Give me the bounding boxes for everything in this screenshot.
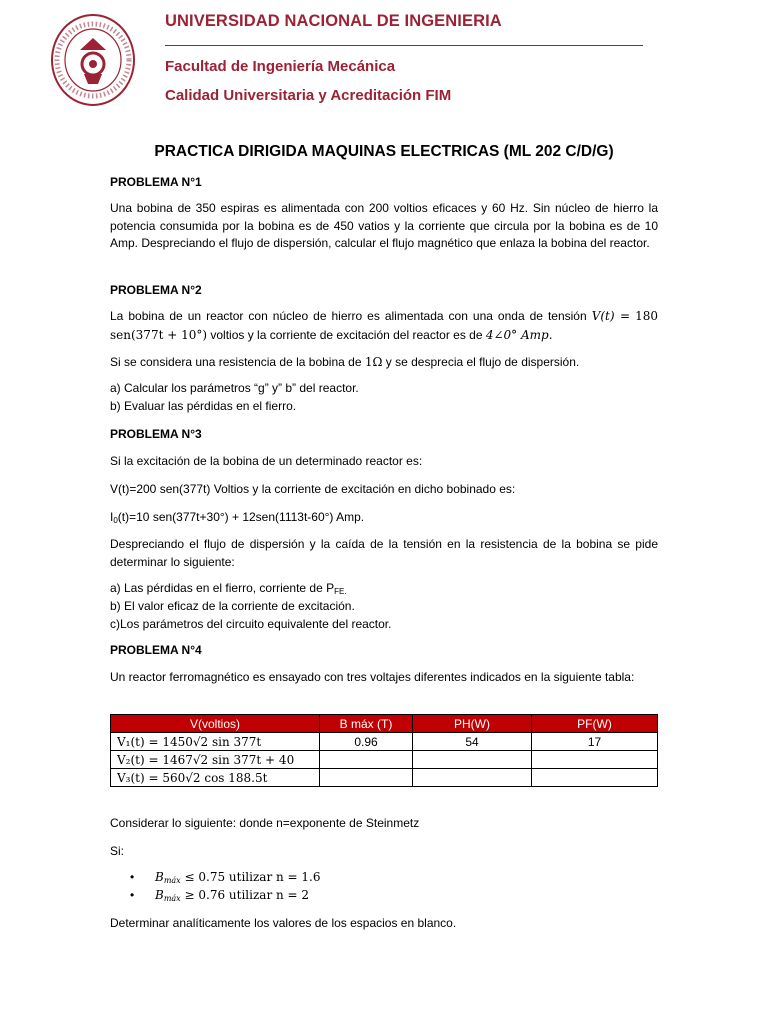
problem-3-text: Despreciando el flujo de dispersión y la caída de la tensión en la resistencia de la bobina se pide determinar lo siguiente:: [110, 537, 658, 569]
si-label: Si:: [110, 844, 125, 858]
problem-2-text-b: voltios y la corriente de excitación del reactor es de: [210, 328, 483, 342]
bullet-item: [130, 870, 321, 884]
problem-2-text-c: Si se considera una resistencia de la bobina de: [110, 355, 362, 369]
problem-3-voltage: V(t)=200 sen(377t) Voltios y la corriente de excitación en dicho bobinado es:: [110, 482, 516, 496]
problem-3-current-sub: 0: [113, 516, 118, 525]
problem-3-item-b: b) El valor eficaz de la corriente de excitación.: [110, 599, 355, 613]
header-divider: [165, 45, 643, 46]
bullet-1-rest: ≤ 0.75 utilizar n = 1.6: [180, 870, 321, 884]
table-cell: [413, 751, 532, 769]
problem-3-heading: PROBLEMA N°3: [110, 427, 202, 441]
problem-4-heading: PROBLEMA N°4: [110, 643, 202, 657]
problem-2-text-a: La bobina de un reactor con núcleo de hierro es alimentada con una onda de tensión: [110, 309, 587, 323]
problem-3-item-a: [110, 580, 658, 598]
problem-2-item-a: a) Calcular los parámetros “g” y” b” del reactor.: [110, 381, 359, 395]
table-cell: V₃(t) = 560√2 cos 188.5t: [111, 769, 320, 787]
table-cell: V₂(t) = 1467√2 sin 377t + 40: [111, 751, 320, 769]
bullet-1-sub: máx: [163, 876, 181, 885]
steinmetz-note: Considerar lo siguiente: donde n=exponente de Steinmetz: [110, 816, 420, 830]
problem-1-text: Una bobina de 350 espiras es alimentada con 200 voltios eficaces y 60 Hz. Sin núcleo de hierro la potencia consumida por la bobina es de 450 vatios y la corriente que circula por la bobina es de 10 Amp. Despreciando el flujo de dispersión, calcular el flujo magnético que enlaza la bobina del reactor.: [110, 201, 658, 250]
problem-3-item-c: c)Los parámetros del circuito equivalente del reactor.: [110, 617, 392, 631]
problem-2-eq-i: 4∠0° Amp.: [485, 328, 553, 342]
bullet-2-rest: ≥ 0.76 utilizar n = 2: [180, 888, 310, 902]
table-cell: [413, 769, 532, 787]
table-header: PH(W): [413, 715, 532, 733]
table-row: [111, 733, 658, 751]
table-row: [111, 751, 658, 769]
problem-2-eq-v: V(t) =: [591, 309, 631, 323]
table-cell: V₁(t) = 1450√2 sin 377t: [111, 733, 320, 751]
problem-2-item-b: b) Evaluar las pérdidas en el fierro.: [110, 399, 297, 413]
table-header: PF(W): [532, 715, 658, 733]
bullet-1-b: B: [155, 870, 164, 884]
table-cell: 0.96: [320, 733, 413, 751]
problem-3-current-rest: (t)=10 sen(377t+30°) + 12sen(1113t-60°) Amp.: [117, 510, 365, 524]
problem-3-current-prefix: I: [110, 510, 114, 524]
bullet-icon: •: [130, 888, 135, 902]
document-title: PRACTICA DIRIGIDA MAQUINAS ELECTRICAS (ML 202 C/D/G): [154, 143, 614, 160]
table-cell: [532, 751, 658, 769]
problem-3-current: [110, 509, 658, 527]
problem-2-text-d: y se desprecia el flujo de dispersión.: [385, 355, 580, 369]
problem-2-eq-r: 1Ω: [364, 355, 383, 369]
problem-3-item-a-sub: FE.: [334, 587, 347, 596]
table-cell: [320, 751, 413, 769]
university-seal-logo: [50, 12, 136, 108]
quality-accreditation: Calidad Universitaria y Acreditación FIM: [165, 87, 452, 104]
faculty-name: Facultad de Ingeniería Mecánica: [165, 58, 396, 75]
bullet-icon: •: [130, 870, 135, 884]
table-header: V(voltios): [111, 715, 320, 733]
table-header-row: [111, 715, 658, 733]
final-instruction: Determinar analíticamente los valores de los espacios en blanco.: [110, 916, 457, 930]
problem-1-heading: PROBLEMA N°1: [110, 175, 202, 189]
table-cell: 17: [532, 733, 658, 751]
bullet-2-sub: máx: [163, 894, 181, 903]
voltage-table: [110, 714, 658, 787]
table-cell: 54: [413, 733, 532, 751]
problem-2-heading: PROBLEMA N°2: [110, 283, 202, 297]
problem-2-text: [110, 307, 658, 345]
table-row: [111, 769, 658, 787]
table-cell: [320, 769, 413, 787]
problem-3-item-a-prefix: a) Las pérdidas en el fierro, corriente de P: [110, 581, 335, 595]
table-cell: [532, 769, 658, 787]
problem-2-eq-line: 180 sen(377t + 10°): [110, 309, 658, 342]
problem-4-text: Un reactor ferromagnético es ensayado con tres voltajes diferentes indicados en la siguiente tabla:: [110, 670, 635, 684]
problem-3-intro: Si la excitación de la bobina de un determinado reactor es:: [110, 454, 423, 468]
problem-2-resistance: [110, 354, 658, 372]
bullet-item: [130, 888, 309, 902]
table-header: B máx (T): [320, 715, 413, 733]
bullet-2-b: B: [155, 888, 164, 902]
university-name: UNIVERSIDAD NACIONAL DE INGENIERIA: [165, 12, 502, 30]
